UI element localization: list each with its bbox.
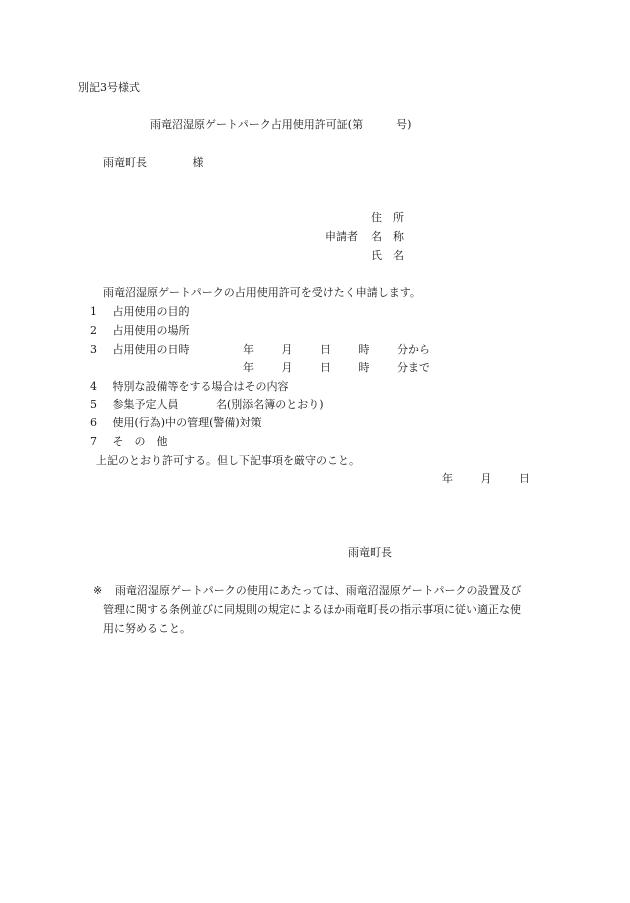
issuer: 雨竜町長 — [348, 546, 392, 559]
form-number: 別記3号様式 — [78, 81, 140, 94]
item-number: 6 — [90, 416, 97, 429]
note-mark: ※ — [93, 584, 103, 597]
issue-date — [442, 472, 530, 486]
item-2 — [90, 324, 190, 338]
year-label: 年 — [442, 472, 453, 485]
item-label: 占用使用の場所 — [112, 324, 190, 337]
hour-label: 時 — [358, 343, 370, 356]
item-number: 1 — [90, 305, 97, 318]
addressee-honorific: 様 — [192, 156, 204, 169]
year-label: 年 — [243, 361, 254, 374]
item-6 — [90, 416, 262, 430]
from-label: 分から — [397, 343, 430, 356]
month-label: 月 — [480, 472, 492, 485]
item-number: 3 — [90, 343, 97, 356]
month-label: 月 — [281, 343, 293, 356]
note-line-1: 雨竜沼湿原ゲートパークの使用にあたっては、雨竜沼湿原ゲートパークの設置及び — [115, 584, 522, 597]
to-label: 分まで — [397, 361, 430, 374]
applicant-person-name: 氏 名 — [371, 249, 404, 262]
hour-label: 時 — [358, 361, 370, 374]
datetime-to-row — [243, 361, 430, 375]
item-3 — [90, 343, 190, 357]
addressee — [103, 156, 204, 170]
applicant-org-name: 名 称 — [371, 230, 404, 243]
day-label: 日 — [320, 361, 331, 374]
day-label: 日 — [519, 472, 530, 485]
item-4 — [90, 380, 289, 394]
item-number: 5 — [90, 398, 97, 411]
datetime-from-row — [243, 343, 430, 357]
intro-text: 雨竜沼湿原ゲートパークの占用使用許可を受けたく申請します。 — [103, 286, 421, 299]
item-number: 4 — [90, 380, 97, 393]
item-number: 2 — [90, 324, 97, 337]
permission-text: 上記のとおり許可する。但し下記事項を厳守のこと。 — [96, 454, 360, 467]
item-label: 参集予定人員 — [112, 398, 179, 411]
addressee-label: 雨竜町長 — [103, 156, 147, 169]
item-label: 使用(行為)中の管理(警備)対策 — [112, 416, 262, 429]
item-label: 占用使用の日時 — [112, 343, 190, 356]
note-line-3: 用に努めること。 — [103, 622, 191, 635]
item-label: そ の 他 — [112, 435, 168, 448]
year-label: 年 — [243, 343, 254, 356]
item-5 — [90, 398, 324, 412]
note-line-2: 管理に関する条例並びに同規則の規定によるほか雨竜町長の指示事項に従い適正な使 — [103, 603, 521, 616]
item-number: 7 — [90, 435, 97, 448]
month-label: 月 — [281, 361, 293, 374]
item-7 — [90, 435, 168, 449]
applicant-address: 住 所 — [371, 211, 404, 224]
page-title: 雨竜沼湿原ゲートパーク占用使用許可証(第 号) — [150, 118, 412, 131]
item-label: 特別な設備等をする場合はその内容 — [112, 380, 289, 393]
item-1 — [90, 305, 190, 319]
participants-suffix: 名(別添名簿のとおり) — [216, 398, 324, 411]
applicant-label: 申請者 — [325, 230, 358, 243]
day-label: 日 — [320, 343, 331, 356]
item-label: 占用使用の目的 — [112, 305, 190, 318]
